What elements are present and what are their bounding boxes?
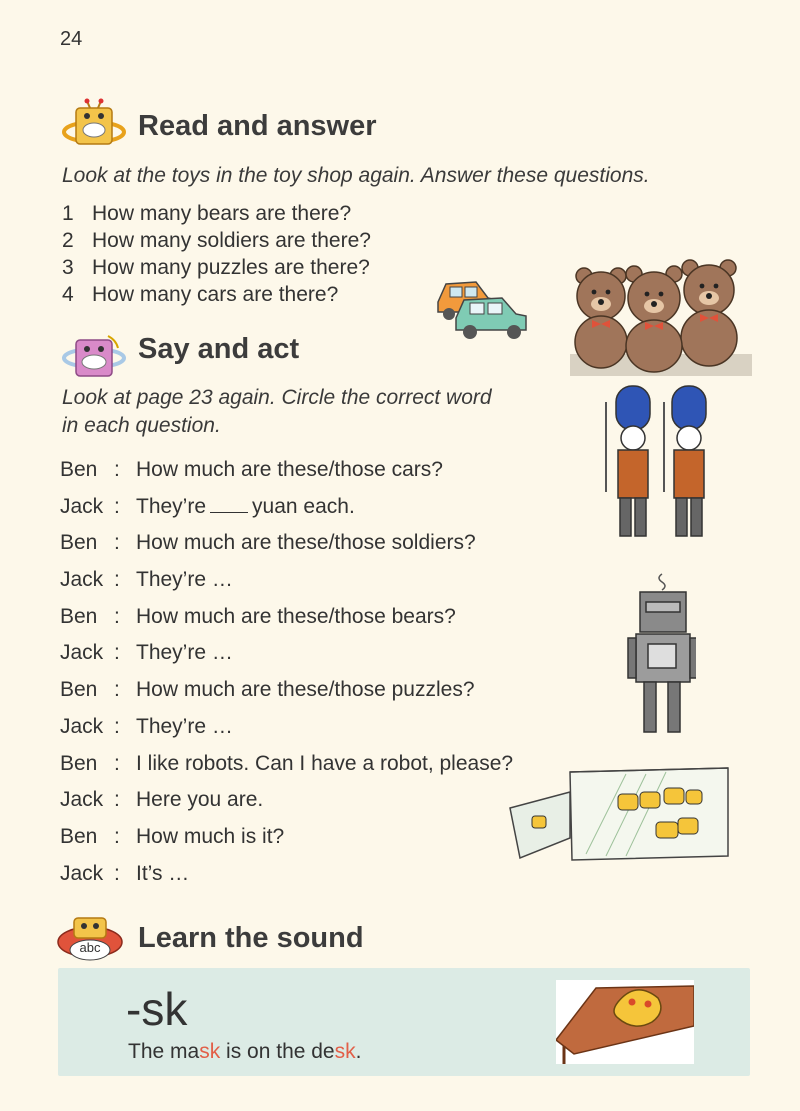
toy-cars-illustration [432,266,532,342]
say-and-act-title: Say and act [138,333,300,365]
dialogue-line: Ben : How much is it? [60,824,285,848]
dialogue-line: Jack : It’s … [60,861,190,885]
target-sound: -sk [126,983,188,1035]
dialogue-line: Jack : They’re … [60,714,233,738]
read-and-answer-instruction: Look at the toys in the toy shop again. Answer these questions. [62,164,650,187]
page-number: 24 [60,28,83,50]
learn-section-icon [56,912,124,966]
dialogue [60,452,513,892]
dialogue-line: Jack : They’re yuan each. [60,494,355,518]
dialogue-line: Jack : They’re … [60,568,233,592]
read-and-answer-title: Read and answer [138,110,377,142]
learn-the-sound-title: Learn the sound [138,922,364,954]
dialogue-line: Ben : How much are these/those cars? [60,458,443,481]
say-section-icon [60,330,128,384]
question-item: 4 How many cars are there? [62,283,339,306]
question-item: 1 How many bears are there? [62,202,352,225]
dialogue-line: Ben : How much are these/those bears? [60,604,456,628]
dialogue-line: Jack : Here you are. [60,788,264,812]
question-item: 3 How many puzzles are there? [62,256,370,279]
dialogue-line: Ben : How much are these/those soldiers? [60,531,476,555]
dialogue-line: Ben : I like robots. Can I have a robot, please? [60,751,514,775]
dialogue-line: Ben : How much are these/those puzzles? [60,678,475,702]
teddy-bears-illustration [570,258,752,378]
sound-sentence: The mask is on the desk. [128,1040,362,1063]
puzzle-box-illustration [506,764,732,864]
read-section-icon [60,98,128,152]
abc-icon-text: abc [79,940,101,955]
question-item: 2 How many soldiers are there? [62,229,371,252]
toy-robot-illustration [626,572,696,742]
question-list [62,200,371,308]
dialogue-line: Jack : They’re … [60,641,233,665]
toy-soldiers-illustration [596,382,708,544]
say-and-act-instruction: Look at page 23 again. Circle the correct word in each question. [62,386,492,437]
answer-blank [210,494,248,513]
mask-on-desk-illustration [556,980,694,1064]
